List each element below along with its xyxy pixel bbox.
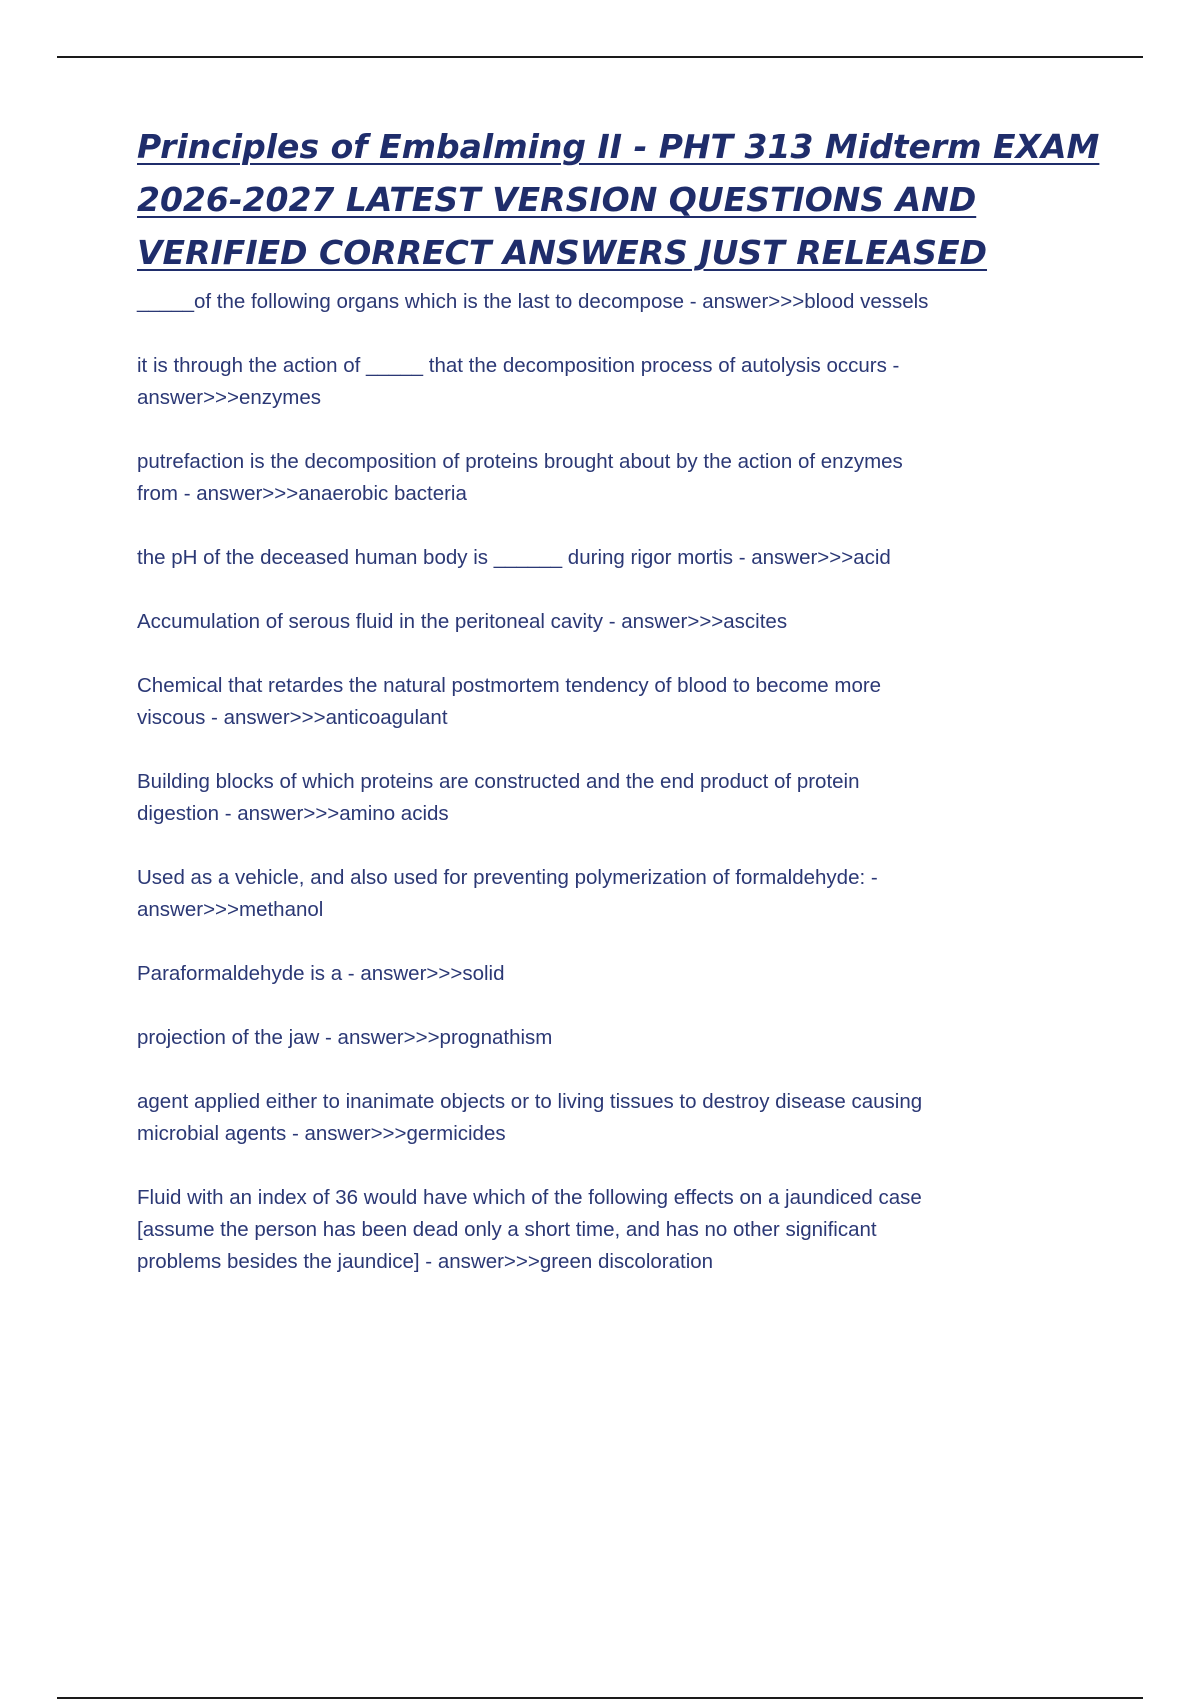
qa-item bbox=[137, 862, 1017, 926]
qa-item-text-line: Paraformaldehyde is a - answer>>>solid bbox=[137, 962, 505, 985]
qa-item-text-line: viscous - answer>>>anticoagulant bbox=[137, 706, 448, 729]
qa-item-text-line: Chemical that retardes the natural postmortem tendency of blood to become more bbox=[137, 674, 882, 697]
qa-item bbox=[137, 606, 1017, 638]
title-line: Principles of Embalming II - PHT 313 Midterm EXAM bbox=[137, 127, 1100, 166]
qa-item bbox=[137, 542, 1017, 574]
qa-item-text-line: [assume the person has been dead only a short time, and has no other significant bbox=[137, 1218, 877, 1241]
qa-item bbox=[137, 1022, 1017, 1054]
qa-item-text-line: answer>>>enzymes bbox=[137, 386, 322, 409]
top-divider bbox=[57, 56, 1143, 58]
qa-item-text-line: putrefaction is the decomposition of proteins brought about by the action of enzymes bbox=[137, 450, 903, 473]
qa-item-text-line: Used as a vehicle, and also used for preventing polymerization of formaldehyde: - bbox=[137, 866, 878, 889]
qa-item bbox=[137, 1086, 1017, 1150]
qa-item-text-line: _____of the following organs which is the last to decompose - answer>>>blood vessels bbox=[137, 290, 929, 313]
qa-item bbox=[137, 766, 1017, 830]
qa-item-text-line: answer>>>methanol bbox=[137, 898, 324, 921]
qa-item-text-line: agent applied either to inanimate objects or to living tissues to destroy disease causing bbox=[137, 1090, 923, 1113]
qa-item bbox=[137, 286, 1017, 318]
qa-item-text-line: microbial agents - answer>>>germicides bbox=[137, 1122, 506, 1145]
title-line: VERIFIED CORRECT ANSWERS JUST RELEASED bbox=[137, 233, 988, 272]
qa-item-text-line: Fluid with an index of 36 would have which of the following effects on a jaundiced case bbox=[137, 1186, 922, 1209]
qa-item-text-line: problems besides the jaundice] - answer>>>green discoloration bbox=[137, 1250, 714, 1273]
qa-item bbox=[137, 1182, 1017, 1278]
qa-item-text-line: the pH of the deceased human body is ______ during rigor mortis - answer>>>acid bbox=[137, 546, 891, 569]
qa-item bbox=[137, 446, 1017, 510]
qa-item-text-line: Building blocks of which proteins are constructed and the end product of protein bbox=[137, 770, 860, 793]
question-answer-list bbox=[137, 286, 1017, 1310]
title-line: 2026-2027 LATEST VERSION QUESTIONS AND bbox=[137, 180, 977, 219]
bottom-divider bbox=[57, 1697, 1143, 1699]
qa-item-text-line: it is through the action of _____ that the decomposition process of autolysis occurs - bbox=[137, 354, 900, 377]
qa-item bbox=[137, 670, 1017, 734]
qa-item-text-line: projection of the jaw - answer>>>prognathism bbox=[137, 1026, 553, 1049]
document-title bbox=[137, 120, 1100, 279]
qa-item-text-line: Accumulation of serous fluid in the peritoneal cavity - answer>>>ascites bbox=[137, 610, 788, 633]
qa-item bbox=[137, 958, 1017, 990]
qa-item-text-line: digestion - answer>>>amino acids bbox=[137, 802, 449, 825]
qa-item-text-line: from - answer>>>anaerobic bacteria bbox=[137, 482, 467, 505]
qa-item bbox=[137, 350, 1017, 414]
